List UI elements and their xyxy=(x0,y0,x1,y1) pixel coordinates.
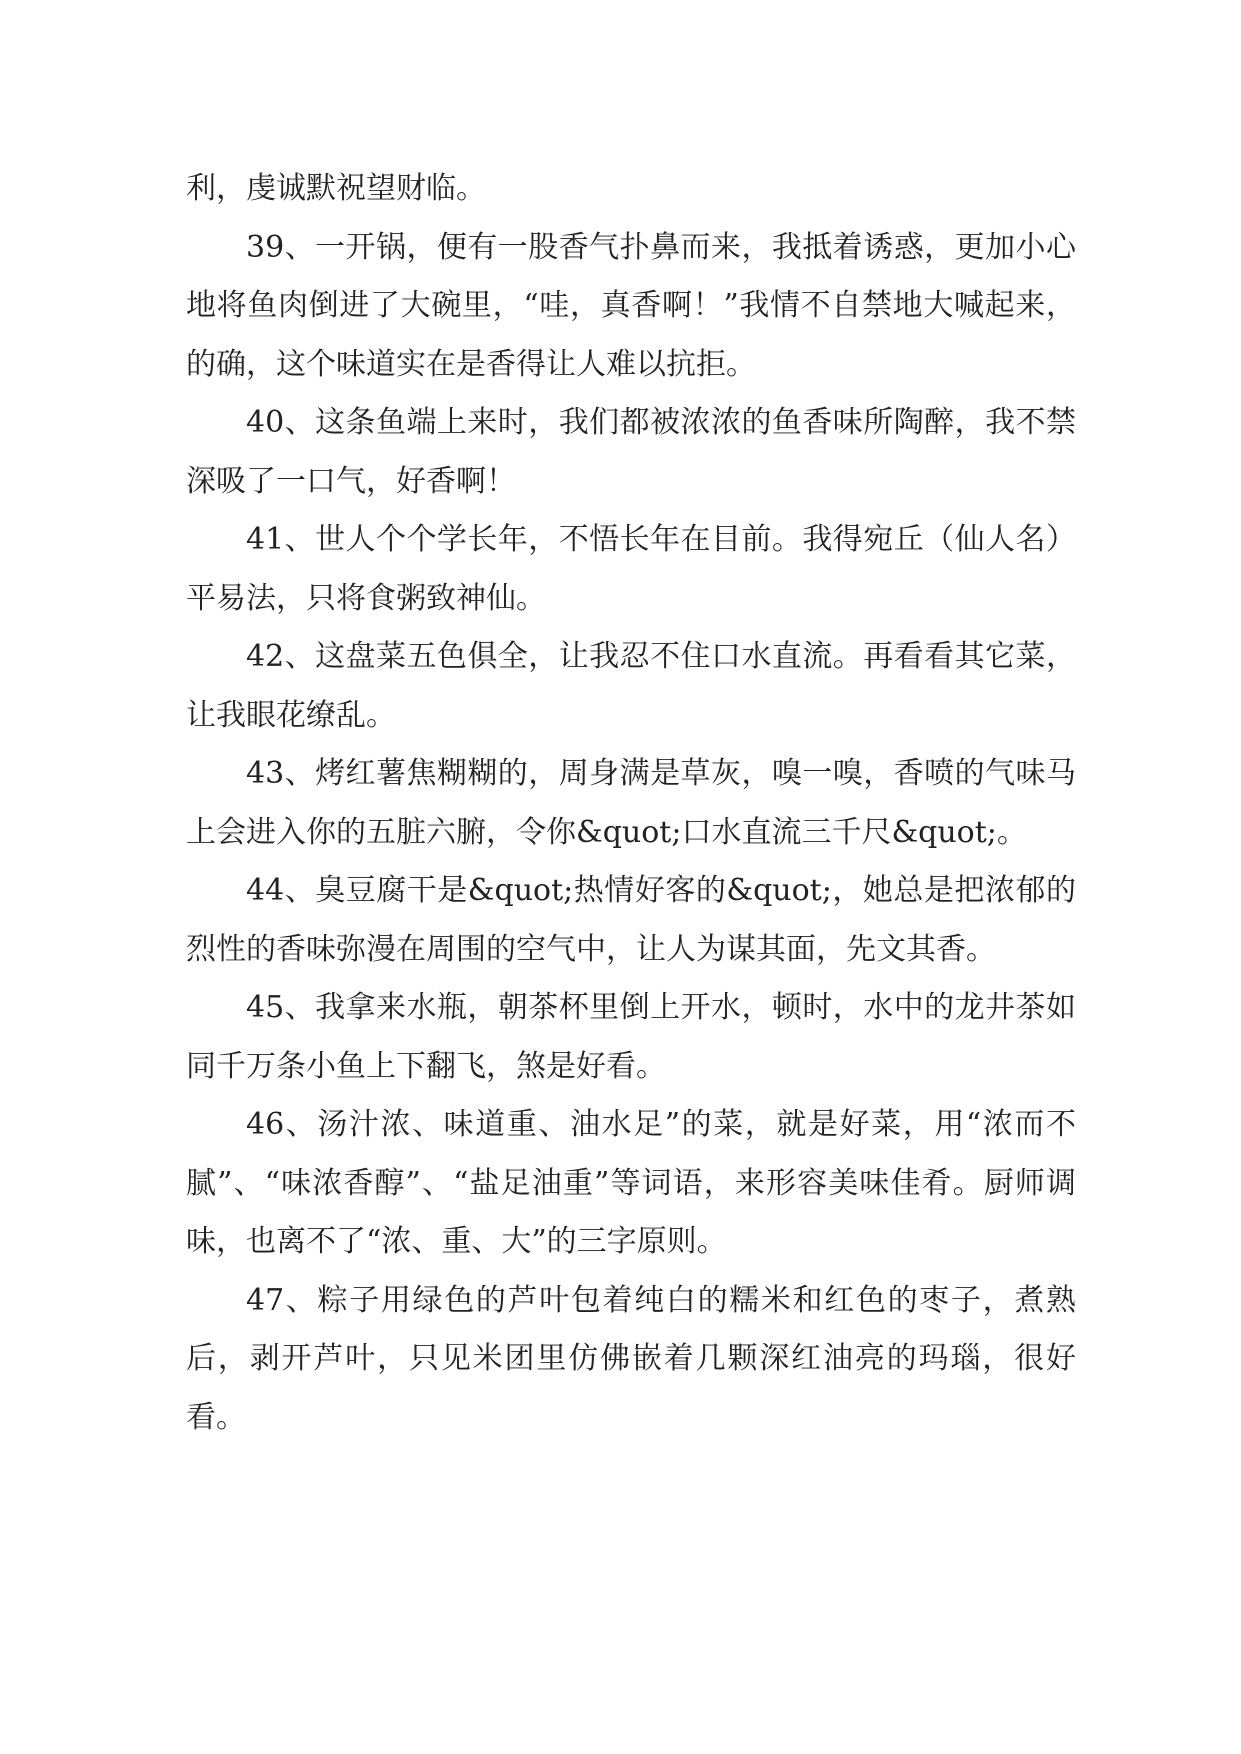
paragraph-44: 44、臭豆腐干是&quot;热情好客的&quot;，她总是把浓郁的烈性的香味弥漫在周围的空气中，让人为谋其面，先文其香。 xyxy=(186,873,1076,967)
paragraph-45: 45、我拿来水瓶，朝茶杯里倒上开水，顿时，水中的龙井茶如同千万条小鱼上下翻飞，煞是好看。 xyxy=(186,990,1076,1084)
paragraph-47: 47、粽子用绿色的芦叶包着纯白的糯米和红色的枣子，煮熟后，剥开芦叶，只见米团里仿佛嵌着几颗深红油亮的玛瑙，很好看。 xyxy=(186,1282,1076,1435)
paragraph-continuation: 利，虔诚默祝望财临。 xyxy=(186,171,486,206)
paragraph-46: 46、汤汁浓、味道重、油水足”的菜，就是好菜，用“浓而不腻”、“味浓香醇”、“盐足油重”等词语，来形容美味佳肴。厨师调味，也离不了“浓、重、大”的三字原则。 xyxy=(186,1107,1076,1259)
paragraph-42: 42、这盘菜五色俱全，让我忍不住口水直流。再看看其它菜，让我眼花缭乱。 xyxy=(186,639,1076,733)
paragraph-43: 43、烤红薯焦糊糊的，周身满是草灰，嗅一嗅，香喷的气味马上会进入你的五脏六腑，令你&quot;口水直流三千尺&quot;。 xyxy=(186,756,1076,850)
document-body xyxy=(186,160,1076,1447)
paragraph-39: 39、一开锅，便有一股香气扑鼻而来，我抵着诱惑，更加小心地将鱼肉倒进了大碗里，“哇，真香啊！”我情不自禁地大喊起来，的确，这个味道实在是香得让人难以抗拒。 xyxy=(186,229,1076,382)
paragraph-41: 41、世人个个学长年，不悟长年在目前。我得宛丘（仙人名）平易法，只将食粥致神仙。 xyxy=(186,522,1076,616)
paragraph-40: 40、这条鱼端上来时，我们都被浓浓的鱼香味所陶醉，我不禁深吸了一口气，好香啊！ xyxy=(186,405,1076,499)
